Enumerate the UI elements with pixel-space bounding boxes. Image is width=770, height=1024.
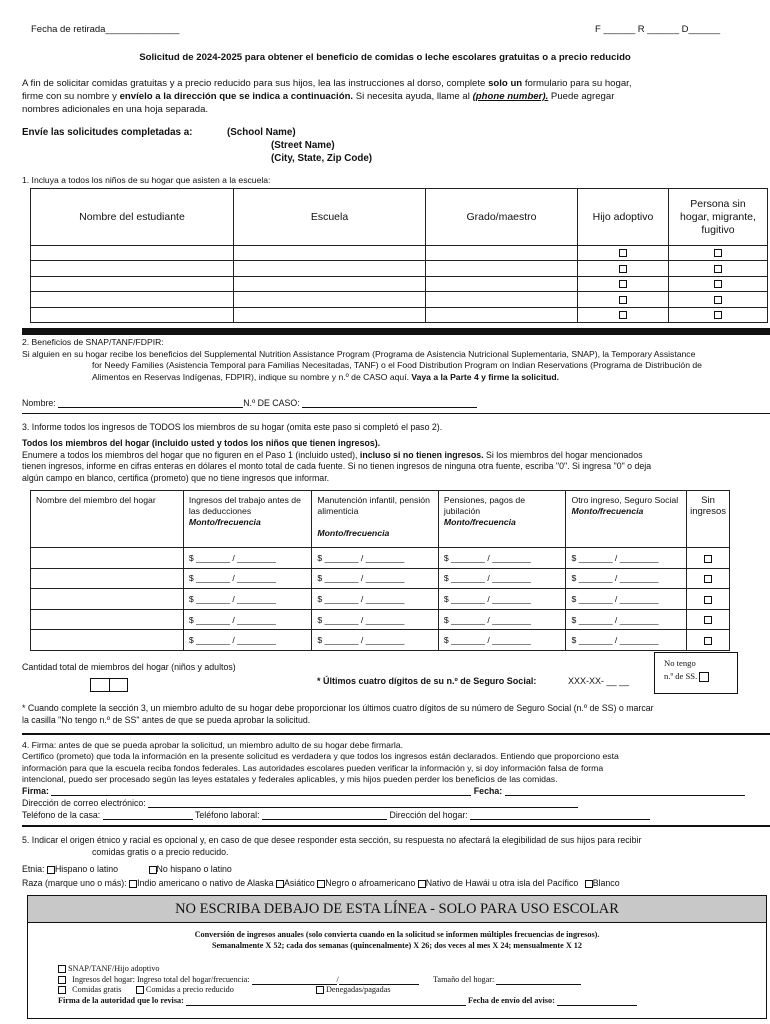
work-income-cell[interactable]: $ _______ / ________ <box>183 589 312 610</box>
school-use-box <box>27 895 767 1019</box>
pickup-date-field[interactable]: Fecha de retirada______________ <box>31 24 180 35</box>
ethnicity-row: Etnia: Hispano o latino No hispano o latino <box>22 864 232 874</box>
homeless-checkbox[interactable] <box>714 249 722 257</box>
member-name-cell[interactable] <box>31 589 184 610</box>
homeless-checkbox-cell[interactable] <box>669 246 768 261</box>
col-foster: Hijo adoptivo <box>578 189 669 246</box>
divider <box>22 733 770 735</box>
other-income-cell[interactable]: $ _______ / ________ <box>566 568 687 589</box>
section4-title: 4. Firma: antes de que se pueda aprobar la solicitud, un miembro adulto de su hogar debe firmarla. <box>22 740 404 750</box>
phones-address-field[interactable]: Teléfono de la casa: Teléfono laboral: Dirección del hogar: <box>22 810 650 820</box>
child-support-cell[interactable]: $ _______ / ________ <box>312 568 439 589</box>
grade-cell[interactable] <box>426 246 578 261</box>
student-row <box>31 292 768 307</box>
foster-checkbox[interactable] <box>619 311 627 319</box>
income-row <box>31 589 730 610</box>
col-pensions: Pensiones, pagos de jubilación Monto/frecuencia <box>438 491 566 548</box>
school-cell[interactable] <box>234 292 426 307</box>
col-grade: Grado/maestro <box>426 189 578 246</box>
student-row <box>31 261 768 276</box>
child-support-cell[interactable]: $ _______ / ________ <box>312 630 439 651</box>
homeless-checkbox[interactable] <box>714 265 722 273</box>
student-row <box>31 307 768 322</box>
divider <box>22 825 770 827</box>
homeless-checkbox-cell[interactable] <box>669 292 768 307</box>
ssn-input[interactable]: XXX-XX- __ __ <box>568 676 630 686</box>
school-use-fields: SNAP/TANF/Hijo adoptivo Ingresos del hogar: Ingreso total del hogar/frecuencia: / Tamaño del hogar: Comidas gratis Comidas a precio reducido Denegadas/pagadas Firma de la autoridad que lo revisa: Fecha de envío del aviso: <box>58 964 637 1006</box>
no-income-checkbox[interactable] <box>704 637 712 645</box>
ssn-note: * Cuando complete la sección 3, un miembro adulto de su hogar debe proporcionar los últimos cuatro dígitos de su número de Seguro Social (n.º de SS) o marcar la casilla "No tengo n.º de SS" antes de que se pueda aprobar la solicitud. <box>22 703 654 725</box>
homeless-checkbox[interactable] <box>714 296 722 304</box>
col-other-income: Otro ingreso, Seguro Social Monto/frecuencia <box>566 491 687 548</box>
col-child-support: Manutención infantil, pensión alimenticia Monto/frecuencia <box>312 491 439 548</box>
grade-cell[interactable] <box>426 261 578 276</box>
section-divider-bar <box>22 328 770 335</box>
section4-text: 4. Firma: antes de que se pueda aprobar la solicitud, un miembro adulto de su hogar debe firmarla. Certifico (prometo) que toda la información en la presente solicitud es verdadera y que todos los ingresos están declarados. Entiendo que proporciono esta información para que la escuela reciba fondos federales. Las autoridades escolares pueden verificar la información y, si doy información falsa de forma intencional, puedo ser procesado según las leyes estatales y federales aplicables, y mis hijos pueden perder los beneficios de las comidas. <box>22 740 770 785</box>
homeless-checkbox-cell[interactable] <box>669 307 768 322</box>
pension-cell[interactable]: $ _______ / ________ <box>438 589 566 610</box>
race-checkbox-hawaiian[interactable] <box>418 880 426 888</box>
section1-title: 1. Incluya a todos los niños de su hogar que asisten a la escuela: <box>22 175 271 185</box>
grade-cell[interactable] <box>426 276 578 291</box>
divider <box>22 413 770 414</box>
students-header-row <box>31 189 768 246</box>
school-cell[interactable] <box>234 246 426 261</box>
ssn-label: * Últimos cuatro dígitos de su n.º de Seguro Social: <box>317 676 537 686</box>
col-member-name: Nombre del miembro del hogar <box>31 491 184 548</box>
foster-checkbox[interactable] <box>619 265 627 273</box>
income-conversion-note: Conversión de ingresos anuales (solo convierta cuando en la solicitud se informen múltiples frecuencias de ingresos). Semanalmente X 52; cada dos semanas (quincenalmente) X 26; dos veces al mes X 24; mensualmente X 12 <box>194 930 600 950</box>
grade-cell[interactable] <box>426 307 578 322</box>
snap-checkbox[interactable] <box>58 965 66 973</box>
member-name-cell[interactable] <box>31 609 184 630</box>
work-income-cell[interactable]: $ _______ / ________ <box>183 568 312 589</box>
city-state-zip: (City, State, Zip Code) <box>271 153 373 164</box>
no-income-cell[interactable] <box>687 630 730 651</box>
no-income-cell[interactable] <box>687 589 730 610</box>
member-name-cell[interactable] <box>31 548 184 569</box>
household-total-label: Cantidad total de miembros del hogar (niños y adultos) <box>22 662 236 672</box>
pension-cell[interactable]: $ _______ / ________ <box>438 568 566 589</box>
foster-checkbox-cell[interactable] <box>578 292 669 307</box>
student-name-cell[interactable] <box>31 276 234 291</box>
section3-instructions: Todos los miembros del hogar (incluido usted y todos los niños que tienen ingresos). Enumere a todos los miembros del hogar que no figuren en el Paso 1 (incluido usted), incluso si no tienen ingresos. Si los miembros del hogar mencionados tienen ingresos, informe en cifras enteras en dólares el monto total de cada fuente. Si no tienen ingresos de ninguna otra fuente, escriba "0". Si ingresa "0" o deja algún campo en blanco, certifica (prometo) que no tiene ingresos que informar. <box>22 438 652 483</box>
pension-cell[interactable]: $ _______ / ________ <box>438 548 566 569</box>
col-homeless: Persona sin hogar, migrante, fugitivo <box>669 189 768 246</box>
col-no-income: Sin ingresos <box>687 491 730 548</box>
child-support-cell[interactable]: $ _______ / ________ <box>312 609 439 630</box>
school-cell[interactable] <box>234 276 426 291</box>
student-name-cell[interactable] <box>31 307 234 322</box>
homeless-checkbox-cell[interactable] <box>669 261 768 276</box>
school-cell[interactable] <box>234 261 426 276</box>
email-field[interactable]: Dirección de correo electrónico: <box>22 798 578 808</box>
grade-cell[interactable] <box>426 292 578 307</box>
other-income-cell[interactable]: $ _______ / ________ <box>566 548 687 569</box>
income-table <box>30 490 730 651</box>
homeless-checkbox[interactable] <box>714 311 722 319</box>
foster-checkbox-cell[interactable] <box>578 246 669 261</box>
signature-field[interactable]: Firma: Fecha: <box>22 786 770 796</box>
no-income-cell[interactable] <box>687 609 730 630</box>
foster-checkbox[interactable] <box>619 280 627 288</box>
other-income-cell[interactable]: $ _______ / ________ <box>566 609 687 630</box>
homeless-checkbox-cell[interactable] <box>669 276 768 291</box>
other-income-cell[interactable]: $ _______ / ________ <box>566 630 687 651</box>
no-income-checkbox[interactable] <box>704 596 712 604</box>
section2-title: 2. Beneficios de SNAP/TANF/FDPIR: <box>22 337 164 347</box>
homeless-checkbox[interactable] <box>714 280 722 288</box>
free-checkbox[interactable] <box>58 986 66 994</box>
race-row: Raza (marque uno o más): Indio americano o nativo de Alaska Asiático Negro o afroamericano Nativo de Hawái u otra isla del Pacífico Blanco <box>22 878 620 888</box>
send-to-label: Envíe las solicitudes completadas a: <box>22 127 193 138</box>
col-school: Escuela <box>234 189 426 246</box>
pension-cell[interactable]: $ _______ / ________ <box>438 609 566 630</box>
school-use-banner: NO ESCRIBA DEBAJO DE ESTA LÍNEA - SOLO PARA USO ESCOLAR <box>28 896 766 923</box>
income-row <box>31 630 730 651</box>
school-name: (School Name) <box>227 127 296 138</box>
col-student-name: Nombre del estudiante <box>31 189 234 246</box>
school-cell[interactable] <box>234 307 426 322</box>
no-income-checkbox[interactable] <box>704 555 712 563</box>
no-income-checkbox[interactable] <box>704 575 712 583</box>
intro-text: A fin de solicitar comidas gratuitas y a precio reducido para sus hijos, lea las instrucciones al dorso, complete solo un formulario para su hogar, firme con su nombre y envíelo a la dirección que se indica a continuación. Si necesita ayuda, llame al (phone number). Puede agregar nombres adicionales en una hoja separada. <box>22 78 632 115</box>
race-checkbox-white[interactable] <box>585 880 593 888</box>
no-income-checkbox[interactable] <box>704 616 712 624</box>
child-support-cell[interactable]: $ _______ / ________ <box>312 548 439 569</box>
student-row <box>31 276 768 291</box>
student-name-cell[interactable] <box>31 261 234 276</box>
foster-checkbox-cell[interactable] <box>578 307 669 322</box>
form-title: Solicitud de 2024-2025 para obtener el beneficio de comidas o leche escolares gratuitas o a precio reducido <box>139 52 631 63</box>
students-table <box>30 188 768 323</box>
student-name-cell[interactable] <box>31 246 234 261</box>
street-name: (Street Name) <box>271 140 335 151</box>
foster-checkbox[interactable] <box>619 249 627 257</box>
student-name-cell[interactable] <box>31 292 234 307</box>
other-income-cell[interactable]: $ _______ / ________ <box>566 589 687 610</box>
col-work-income: Ingresos del trabajo antes de las deducciones Monto/frecuencia <box>183 491 312 548</box>
race-checkbox-native[interactable] <box>129 880 137 888</box>
income-row <box>31 548 730 569</box>
work-income-cell[interactable]: $ _______ / ________ <box>183 548 312 569</box>
foster-checkbox-cell[interactable] <box>578 261 669 276</box>
income-header-row <box>31 491 730 548</box>
no-ssn-box: No tengo n.º de SS. <box>654 652 738 694</box>
foster-checkbox-cell[interactable] <box>578 276 669 291</box>
office-codes: F ______ R ______ D______ <box>595 24 721 35</box>
no-income-cell[interactable] <box>687 568 730 589</box>
race-checkbox-asian[interactable] <box>276 880 284 888</box>
member-name-cell[interactable] <box>31 568 184 589</box>
child-support-cell[interactable]: $ _______ / ________ <box>312 589 439 610</box>
section3-title: 3. Informe todos los ingresos de TODOS los miembros de su hogar (omita este paso si completó el paso 2). <box>22 422 443 432</box>
pension-cell[interactable]: $ _______ / ________ <box>438 630 566 651</box>
hispanic-checkbox[interactable] <box>47 866 55 874</box>
no-ssn-checkbox[interactable] <box>699 672 709 682</box>
reduced-checkbox[interactable] <box>136 986 144 994</box>
no-income-cell[interactable] <box>687 548 730 569</box>
income-checkbox[interactable] <box>58 976 66 984</box>
income-row <box>31 609 730 630</box>
student-row <box>31 246 768 261</box>
denied-checkbox[interactable] <box>316 986 324 994</box>
income-row <box>31 568 730 589</box>
household-total-input[interactable] <box>90 678 128 692</box>
work-income-cell[interactable]: $ _______ / ________ <box>183 630 312 651</box>
foster-checkbox[interactable] <box>619 296 627 304</box>
non-hispanic-checkbox[interactable] <box>149 866 157 874</box>
member-name-cell[interactable] <box>31 630 184 651</box>
snap-name-field[interactable]: Nombre: N.º DE CASO: <box>22 398 477 408</box>
section2-text: 2. Beneficios de SNAP/TANF/FDPIR: Si alguien en su hogar recibe los beneficios del Supplemental Nutrition Assistance Program (Programa de Asistencia Nutricional Suplementaria, SNAP), la Temporary Assistance for Needy Families (Asistencia Temporal para Familias Necesitadas, TANF) o el Food Distribution Program on Indian Reservations (Programa de Distribución de Alimentos en Reservas Indígenas, FDPIR), indique su nombre y n.º de CASO aquí. Vaya a la Parte 4 y firme la solicitud. <box>22 337 770 383</box>
work-income-cell[interactable]: $ _______ / ________ <box>183 609 312 630</box>
section5-text: 5. Indicar el origen étnico y racial es opcional y, en caso de que desee responder esta sección, su respuesta no afectará la elegibilidad de sus hijos para recibir comidas gratis o a precio reducido. <box>22 835 642 857</box>
